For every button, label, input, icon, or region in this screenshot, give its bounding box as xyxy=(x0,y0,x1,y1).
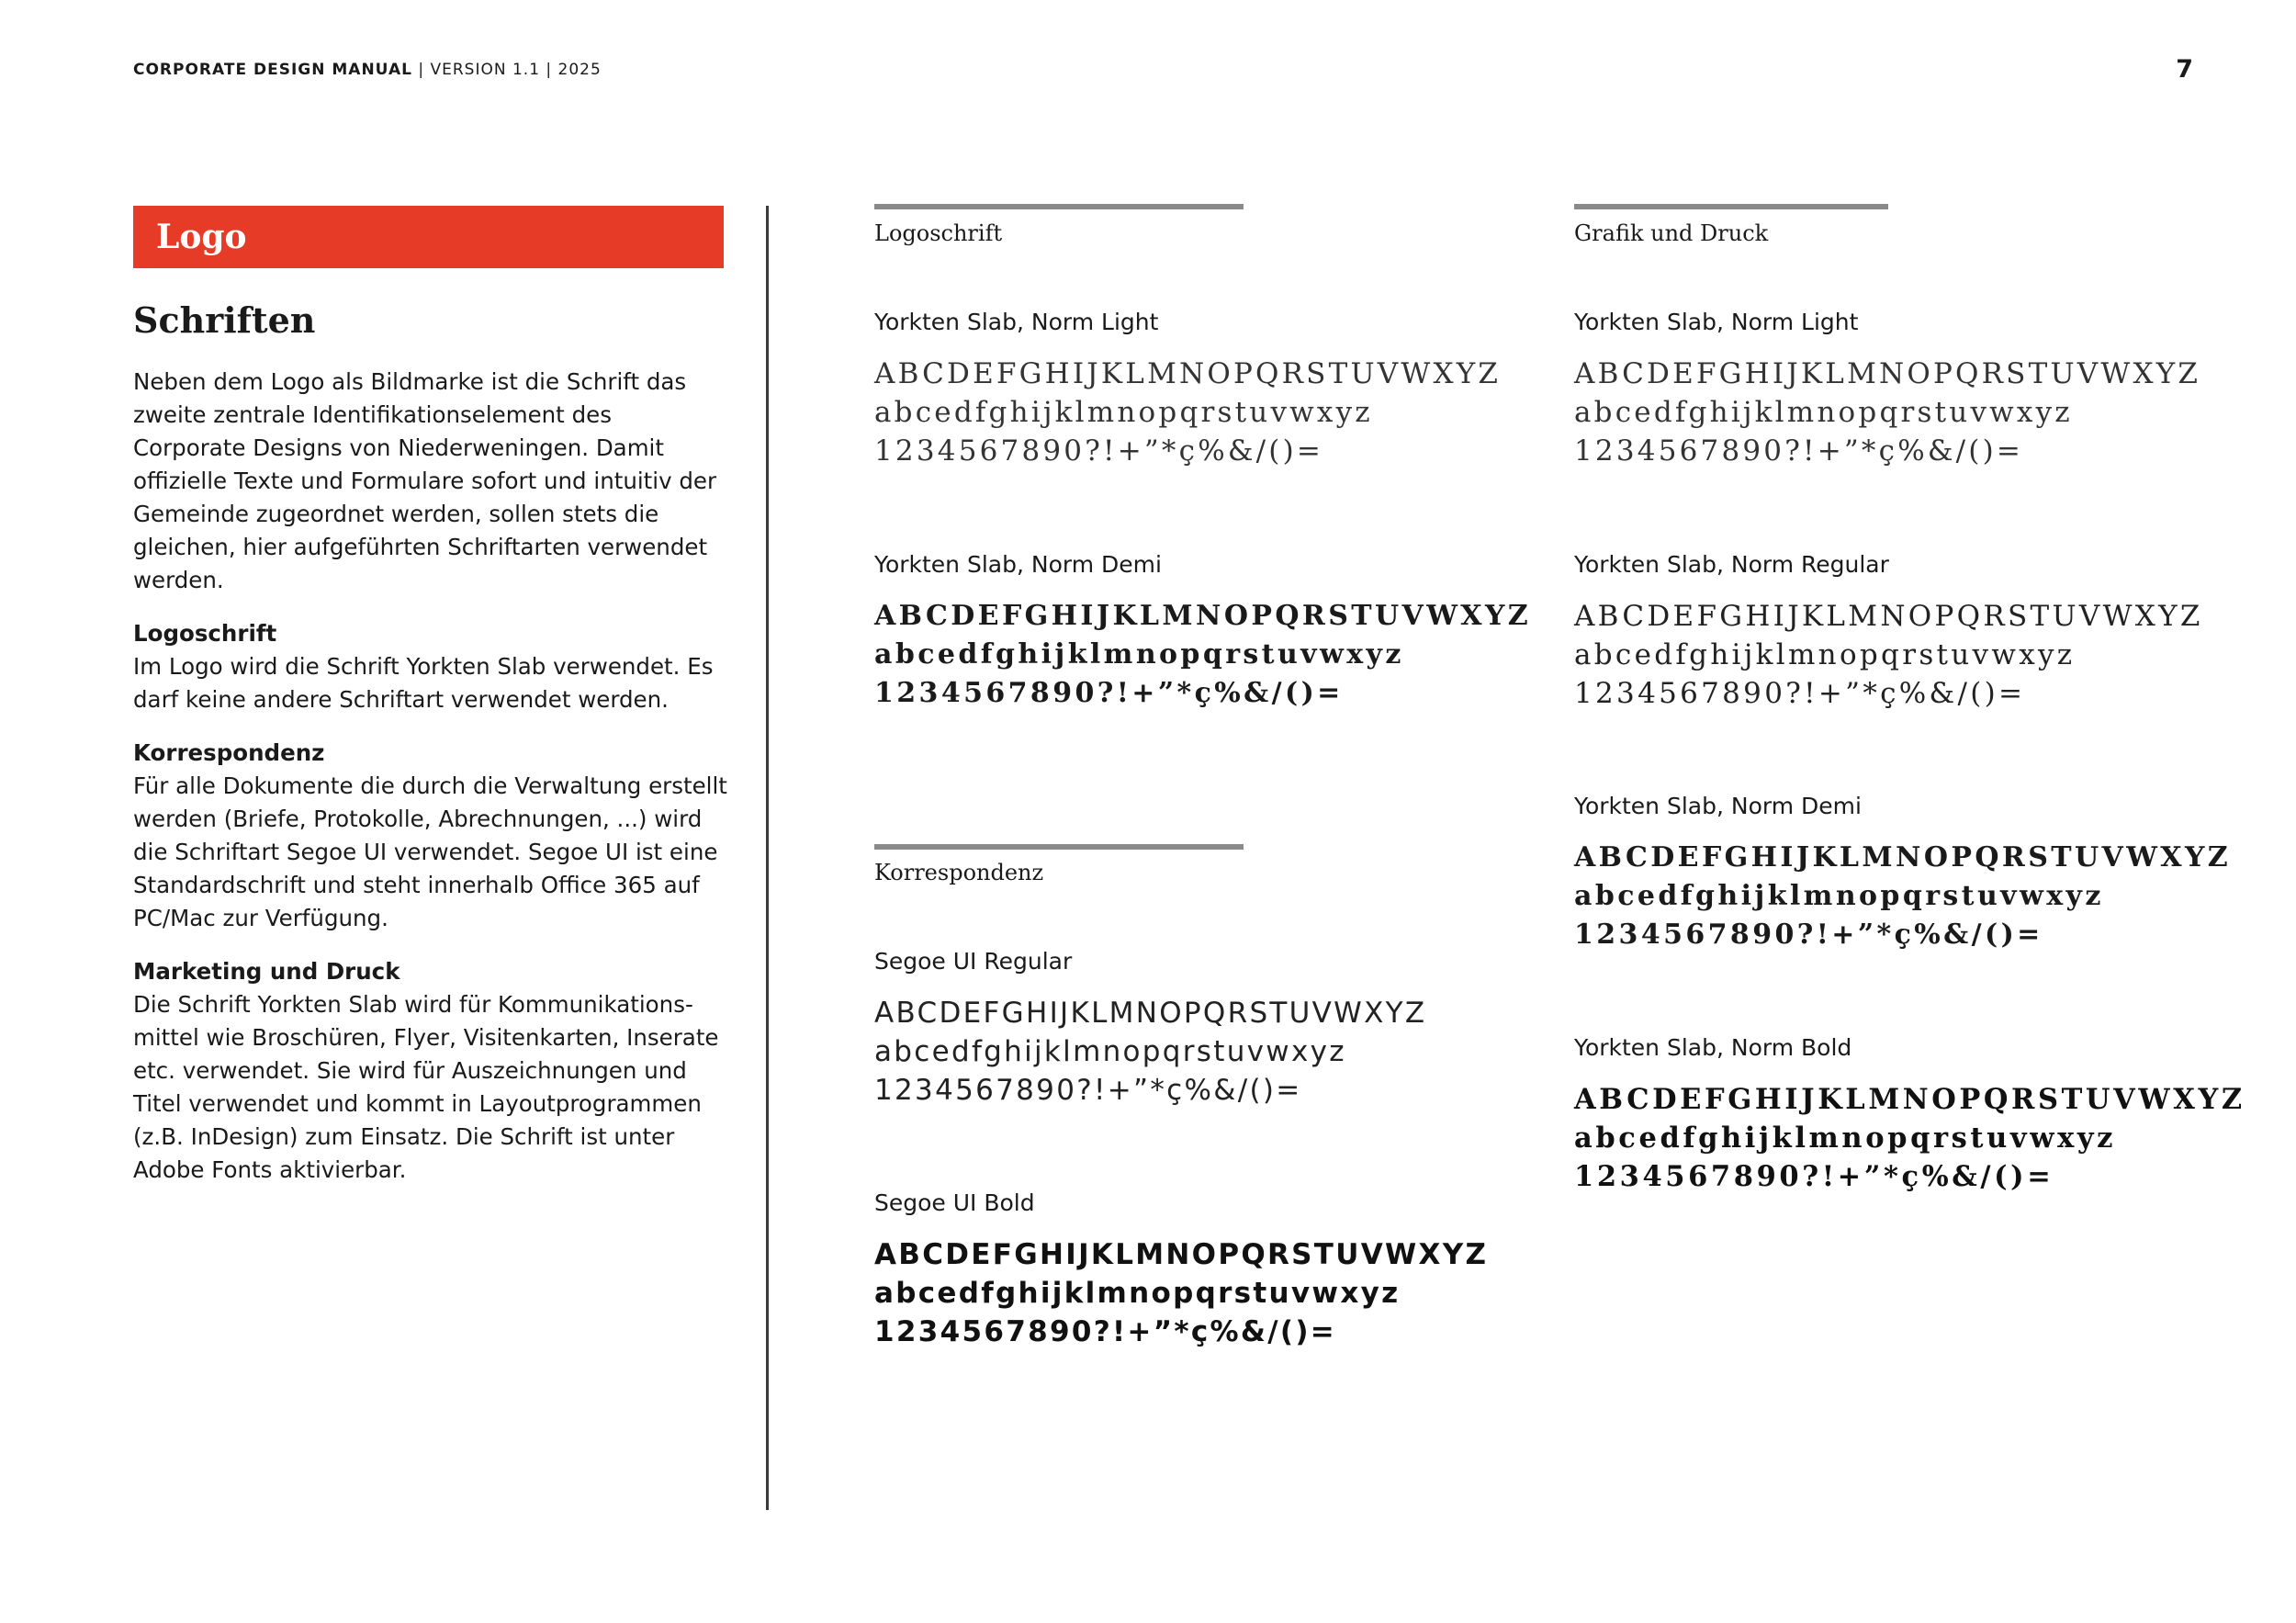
specimen-uppercase: ABCDEFGHIJKLMNOPQRSTUVWXYZ xyxy=(874,1238,1489,1271)
section-label-korrespondenz: Korrespondenz xyxy=(874,860,1044,885)
font-specimen xyxy=(874,355,1501,470)
specimen-digits: 1234567890?!+”*ç%&/()= xyxy=(1574,1160,2054,1193)
font-specimen xyxy=(1574,839,2231,954)
font-name: Yorkten Slab, Norm Light xyxy=(874,309,1159,335)
section-banner: Logo xyxy=(133,206,724,268)
font-specimen xyxy=(1574,597,2203,713)
font-name: Yorkten Slab, Norm Demi xyxy=(1574,793,1862,819)
font-specimen xyxy=(1574,355,2200,470)
section-rule xyxy=(1574,204,1888,209)
specimen-lowercase: abcedfghijklmnopqrstuvwxyz xyxy=(874,638,1404,671)
specimen-lowercase: abcedfghijklmnopqrstuvwxyz xyxy=(874,396,1373,429)
specimen-lowercase: abcedfghijklmnopqrstuvwxyz xyxy=(1574,1121,2117,1155)
font-name: Yorkten Slab, Norm Demi xyxy=(874,551,1162,578)
specimen-uppercase: ABCDEFGHIJKLMNOPQRSTUVWXYZ xyxy=(874,997,1427,1030)
specimen-lowercase: abcedfghijklmnopqrstuvwxyz xyxy=(1574,396,2073,429)
specimen-uppercase: ABCDEFGHIJKLMNOPQRSTUVWXYZ xyxy=(874,357,1502,390)
font-specimen xyxy=(874,1235,1488,1351)
specimen-digits: 1234567890?!+”*ç%&/()= xyxy=(874,1315,1337,1348)
section-label-grafik: Grafik und Druck xyxy=(1574,220,1769,246)
paragraph-title: Korrespondenz xyxy=(133,739,325,766)
font-name: Yorkten Slab, Norm Light xyxy=(1574,309,1859,335)
intro-paragraph: Neben dem Logo als Bildmarke ist die Schrift das zweite zentrale Identifikationselement des Corporate Designs von Niederweningen. Damit offizielle Texte und Formulare sofort und intuitiv der Gemeinde zugeordnet werden, sollen stets die gleichen, hier aufgeführten Schriftarten verwendet werden. xyxy=(133,368,717,593)
paragraph-marketing xyxy=(133,955,730,1187)
specimen-digits: 1234567890?!+”*ç%&/()= xyxy=(874,434,1324,468)
section-rule xyxy=(874,844,1244,850)
specimen-digits: 1234567890?!+”*ç%&/()= xyxy=(874,677,1344,709)
specimen-lowercase: abcedfghijklmnopqrstuvwxyz xyxy=(1574,638,2076,671)
paragraph-title: Marketing und Druck xyxy=(133,958,400,985)
font-specimen xyxy=(874,597,1531,713)
font-specimen xyxy=(1574,1080,2245,1196)
version-info: | VERSION 1.1 | 2025 xyxy=(418,61,602,79)
specimen-uppercase: ABCDEFGHIJKLMNOPQRSTUVWXYZ xyxy=(1574,1083,2245,1116)
section-rule xyxy=(874,204,1244,209)
specimen-digits: 1234567890?!+”*ç%&/()= xyxy=(1574,434,2024,468)
manual-title: CORPORATE DESIGN MANUAL xyxy=(133,61,412,79)
font-name: Segoe UI Bold xyxy=(874,1189,1035,1216)
specimen-digits: 1234567890?!+”*ç%&/()= xyxy=(874,1074,1302,1107)
section-label-logoschrift: Logoschrift xyxy=(874,220,1003,246)
paragraph-text: Für alle Dokumente die durch die Verwaltung erstellt werden (Briefe, Protokolle, Abrechnungen, ...) wird die Schriftart Segoe UI verwendet. Segoe UI ist eine Standardschrift und steht innerhalb Office 365 auf PC/Mac zur Verfügung. xyxy=(133,772,727,931)
specimen-lowercase: abcedfghijklmnopqrstuvwxyz xyxy=(1574,880,2104,912)
page-number: 7 xyxy=(2176,55,2193,84)
paragraph-text: Die Schrift Yorkten Slab wird für Kommunikations-mittel wie Broschüren, Flyer, Visitenkarten, Inserate etc. verwendet. Sie wird für Auszeichnungen und Titel verwendet und kommt in Layoutprogrammen (z.B. InDesign) zum Einsatz. Die Schrift ist unter Adobe Fonts aktivierbar. xyxy=(133,991,719,1183)
font-specimen xyxy=(874,994,1426,1110)
specimen-lowercase: abcedfghijklmnopqrstuvwxyz xyxy=(874,1277,1401,1310)
font-name: Segoe UI Regular xyxy=(874,948,1073,975)
paragraph-korrespondenz xyxy=(133,737,730,935)
specimen-uppercase: ABCDEFGHIJKLMNOPQRSTUVWXYZ xyxy=(1574,357,2201,390)
font-name: Yorkten Slab, Norm Regular xyxy=(1574,551,1889,578)
specimen-digits: 1234567890?!+”*ç%&/()= xyxy=(1574,677,2026,710)
column-divider xyxy=(766,206,769,1510)
font-name: Yorkten Slab, Norm Bold xyxy=(1574,1034,1852,1061)
specimen-uppercase: ABCDEFGHIJKLMNOPQRSTUVWXYZ xyxy=(1574,841,2232,873)
paragraph-title: Logoschrift xyxy=(133,620,277,647)
running-header xyxy=(133,61,602,79)
paragraph-text: Im Logo wird die Schrift Yorkten Slab verwendet. Es darf keine andere Schriftart verwendet werden. xyxy=(133,653,714,713)
specimen-uppercase: ABCDEFGHIJKLMNOPQRSTUVWXYZ xyxy=(874,600,1532,632)
specimen-lowercase: abcedfghijklmnopqrstuvwxyz xyxy=(874,1035,1346,1068)
body-text xyxy=(133,366,730,1207)
specimen-digits: 1234567890?!+”*ç%&/()= xyxy=(1574,919,2043,951)
specimen-uppercase: ABCDEFGHIJKLMNOPQRSTUVWXYZ xyxy=(1574,600,2203,633)
page-title: Schriften xyxy=(133,299,316,341)
paragraph-logoschrift xyxy=(133,617,730,716)
